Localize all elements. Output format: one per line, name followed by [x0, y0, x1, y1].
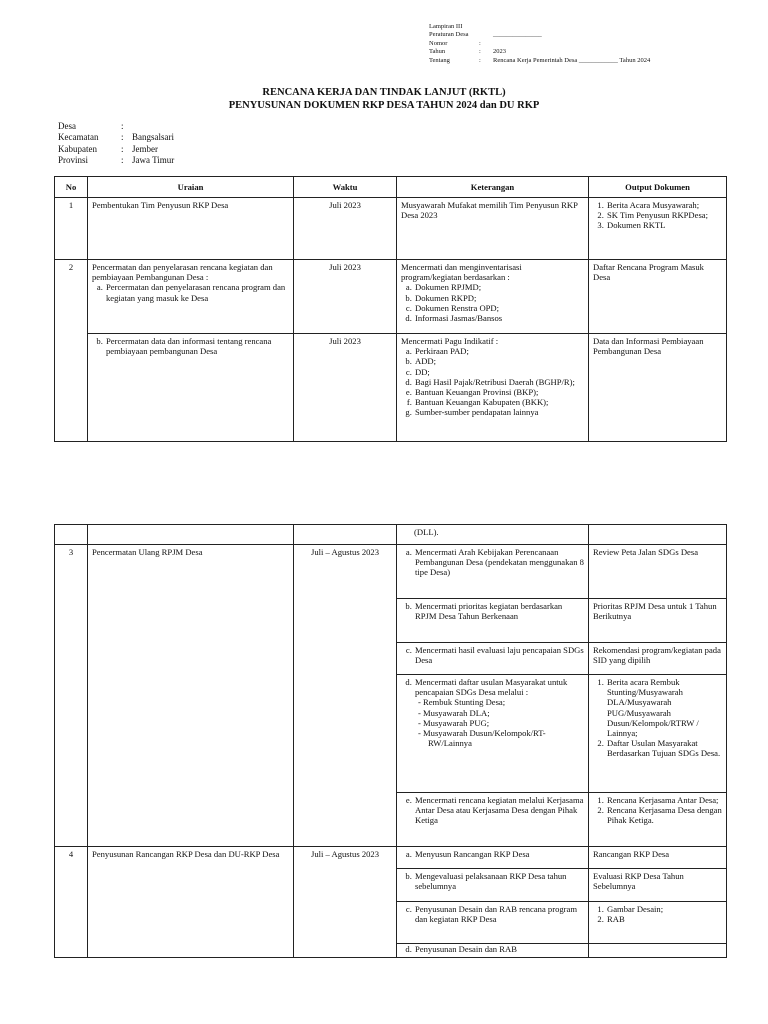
info-row	[58, 144, 174, 155]
header-colon: :	[479, 39, 481, 47]
info-colon: :	[121, 121, 124, 131]
table-row	[55, 334, 727, 442]
output-list	[593, 677, 722, 759]
list-item	[414, 677, 584, 748]
list-item: e. Mencermati rencana kegiatan melalui Kerjasama Antar Desa atau Kerjasama Desa dengan Pihak Ketiga	[414, 795, 584, 826]
keterangan-intro: Mencermati dan menginventarisasi program/kegiatan berdasarkan :	[401, 262, 522, 283]
keterangan-list	[401, 871, 584, 891]
row-keterangan: Musyawarah Mufakat memilih Tim Penyusun RKP Desa 2023	[397, 198, 589, 260]
empty-cell	[294, 525, 397, 545]
row-keterangan	[397, 847, 589, 869]
list-item: 2. Rencana Kerjasama Desa dengan Pihak Ketiga.	[606, 805, 722, 825]
row-output: Daftar Rencana Program Masuk Desa	[589, 260, 727, 334]
sub-list	[415, 697, 584, 748]
row-output	[589, 902, 727, 944]
header-value: Rencana Kerja Pemerintah Desa ____________ Tahun 2024	[493, 56, 651, 64]
row-no: 4	[55, 847, 88, 958]
list-item: b. Percermatan data dan informasi tentang rencana pembiayaan pembangunan Desa	[105, 336, 289, 356]
row-output	[589, 944, 727, 958]
info-label: Kecamatan	[58, 132, 99, 143]
info-row	[58, 132, 174, 143]
list-item: d. Penyusunan Desain dan RAB	[414, 944, 584, 954]
row-no: 3	[55, 545, 88, 847]
row-waktu: Juli 2023	[294, 334, 397, 442]
list-item: a. Percermatan dan penyelarasan rencana program dan kegiatan yang masuk ke Desa	[105, 282, 289, 302]
header-row	[429, 48, 650, 56]
keterangan-list	[401, 944, 584, 954]
row-waktu: Juli – Agustus 2023	[294, 545, 397, 847]
list-item: - Rembuk Stunting Desa;	[427, 697, 584, 707]
info-label: Desa	[58, 121, 76, 131]
table-row	[55, 545, 727, 599]
list-item: 1. Berita Acara Musyawarah;	[606, 200, 722, 210]
header-row	[429, 23, 650, 31]
keterangan-intro: Mencermati daftar usulan Masyarakat untuk pencapaian SDGs Desa melalui :	[415, 677, 568, 698]
header-keterangan: Keterangan	[397, 177, 589, 198]
rktl-table-page1	[54, 176, 727, 442]
table-header-row	[55, 177, 727, 198]
row-keterangan-continued	[397, 525, 589, 545]
list-item: a. Mencermati Arah Kebijakan Perencanaan Pembangunan Desa (pendekatan menggunakan 8 tipe Desa)	[414, 547, 584, 578]
header-colon	[479, 23, 493, 31]
table-row	[55, 525, 727, 545]
table-row	[55, 260, 727, 334]
list-item: g. Sumber-sumber pendapatan lainnya	[414, 407, 584, 417]
row-output	[589, 675, 727, 793]
row-no: 1	[55, 198, 88, 260]
document-subtitle: PENYUSUNAN DOKUMEN RKP DESA TAHUN 2024 dan DU RKP	[228, 100, 540, 111]
list-item: a. Menyusun Rancangan RKP Desa	[414, 849, 584, 859]
row-output	[589, 198, 727, 260]
header-label: Tentang	[429, 56, 450, 64]
header-colon: :	[479, 48, 481, 56]
list-item: f. Bantuan Keuangan Kabupaten (BKK);	[414, 397, 584, 407]
header-no: No	[55, 177, 88, 198]
list-item: 1. Gambar Desain;	[606, 904, 722, 914]
list-item: b. Dokumen RKPD;	[414, 293, 584, 303]
header-waktu: Waktu	[294, 177, 397, 198]
row-keterangan	[397, 675, 589, 793]
uraian-list	[92, 282, 289, 302]
row-waktu: Juli 2023	[294, 198, 397, 260]
list-item: e. Bantuan Keuangan Provinsi (BKP);	[414, 387, 584, 397]
header-label: Lampiran III	[429, 23, 463, 30]
document-title: RENCANA KERJA DAN TINDAK LANJUT (RKTL)	[262, 87, 506, 98]
row-keterangan	[397, 334, 589, 442]
keterangan-continued: (DLL).	[414, 527, 439, 537]
empty-cell	[55, 525, 88, 545]
header-label: Tahun	[429, 48, 446, 56]
row-uraian	[88, 260, 294, 334]
list-item: 1. Rencana Kerjasama Antar Desa;	[606, 795, 722, 805]
list-item: 3. Dokumen RKTL	[606, 220, 722, 230]
header-colon: :	[479, 56, 481, 64]
keterangan-intro: Mencermati Pagu Indikatif :	[401, 336, 499, 346]
list-item: - Musyawarah PUG;	[427, 718, 584, 728]
list-item: b. Mencermati prioritas kegiatan berdasarkan RPJM Desa Tahun Berkenaan	[414, 601, 584, 621]
row-keterangan	[397, 599, 589, 643]
row-output: Data dan Informasi Pembiayaan Pembangunan Desa	[589, 334, 727, 442]
row-keterangan	[397, 545, 589, 599]
info-value: Jember	[132, 143, 158, 154]
output-list	[593, 904, 722, 924]
header-output: Output Dokumen	[589, 177, 727, 198]
row-output: Rekomendasi program/kegiatan pada SID yang dipilih	[589, 643, 727, 675]
row-keterangan	[397, 793, 589, 847]
list-item: b. Mengevaluasi pelaksanaan RKP Desa tahun sebelumnya	[414, 871, 584, 891]
list-item: d. Informasi Jasmas/Bansos	[414, 313, 584, 323]
row-uraian: Penyusunan Rancangan RKP Desa dan DU-RKP Desa	[88, 847, 294, 958]
info-colon: :	[121, 154, 124, 165]
uraian-list	[92, 336, 289, 356]
row-keterangan	[397, 260, 589, 334]
list-item: - Musyawarah DLA;	[427, 708, 584, 718]
table-row	[55, 847, 727, 869]
keterangan-list	[401, 677, 584, 748]
keterangan-list	[401, 795, 584, 826]
keterangan-list	[401, 601, 584, 621]
row-no: 2	[55, 260, 88, 442]
info-label: Kabupaten	[58, 143, 97, 154]
list-item: c. Dokumen Renstra OPD;	[414, 303, 584, 313]
uraian-intro: Pencermatan dan penyelarasan rencana kegiatan dan pembiayaan Pembangunan Desa :	[92, 262, 273, 283]
header-label: Nomor	[429, 39, 448, 47]
header-row	[429, 57, 650, 65]
row-keterangan	[397, 902, 589, 944]
keterangan-list	[401, 282, 584, 323]
header-label: Peraturan Desa	[429, 31, 469, 39]
header-uraian: Uraian	[88, 177, 294, 198]
list-item: 2. Daftar Usulan Masyarakat Berdasarkan Tujuan SDGs Desa.	[606, 738, 722, 758]
output-list	[593, 795, 722, 826]
row-keterangan	[397, 944, 589, 958]
info-colon: :	[121, 143, 124, 154]
header-row	[429, 40, 650, 48]
empty-cell	[589, 525, 727, 545]
info-colon: :	[121, 132, 124, 143]
list-item: a. Dokumen RPJMD;	[414, 282, 584, 292]
row-waktu: Juli 2023	[294, 260, 397, 334]
row-waktu: Juli – Agustus 2023	[294, 847, 397, 958]
row-output: Evaluasi RKP Desa Tahun Sebelumnya	[589, 869, 727, 902]
list-item: a. Perkiraan PAD;	[414, 346, 584, 356]
keterangan-list	[401, 904, 584, 924]
list-item: 1. Berita acara Rembuk Stunting/Musyawarah DLA/Musyawarah PUG/Musyawarah Dusun/Kelompok/RTRW / Lainnya;	[606, 677, 722, 738]
empty-cell	[88, 525, 294, 545]
header-row	[429, 31, 650, 39]
row-keterangan	[397, 869, 589, 902]
location-info	[58, 121, 174, 166]
info-value: Jawa Timur	[132, 154, 175, 165]
header-value: _______________	[493, 31, 542, 39]
info-row	[58, 155, 174, 166]
keterangan-list	[401, 849, 584, 859]
list-item: 2. SK Tim Penyusun RKPDesa;	[606, 210, 722, 220]
info-label: Provinsi	[58, 154, 89, 165]
list-item: d. Bagi Hasil Pajak/Retribusi Daerah (BGHP/R);	[414, 377, 584, 387]
rktl-table-page2	[54, 524, 727, 958]
list-item: c. DD;	[414, 367, 584, 377]
info-row	[58, 121, 174, 132]
row-keterangan	[397, 643, 589, 675]
list-item: c. Mencermati hasil evaluasi laju pencapaian SDGs Desa	[414, 645, 584, 665]
header-value: 2023	[493, 48, 506, 56]
list-item: b. ADD;	[414, 356, 584, 366]
list-item: - Musyawarah Dusun/Kelompok/RT-RW/Lainnya	[427, 728, 584, 748]
row-uraian	[88, 334, 294, 442]
keterangan-list	[401, 346, 584, 417]
table-row	[55, 198, 727, 260]
info-value: Bangsalsari	[132, 132, 174, 143]
row-output: Prioritas RPJM Desa untuk 1 Tahun Berikutnya	[589, 599, 727, 643]
list-item: c. Penyusunan Desain dan RAB rencana program dan kegiatan RKP Desa	[414, 904, 584, 924]
row-output	[589, 793, 727, 847]
row-uraian: Pembentukan Tim Penyusun RKP Desa	[88, 198, 294, 260]
attachment-header	[429, 23, 650, 65]
row-output: Rancangan RKP Desa	[589, 847, 727, 869]
keterangan-list	[401, 547, 584, 578]
header-colon	[479, 31, 493, 39]
output-list	[593, 200, 722, 231]
row-uraian: Pencermatan Ulang RPJM Desa	[88, 545, 294, 847]
row-output: Review Peta Jalan SDGs Desa	[589, 545, 727, 599]
list-item: 2. RAB	[606, 914, 722, 924]
keterangan-list	[401, 645, 584, 665]
